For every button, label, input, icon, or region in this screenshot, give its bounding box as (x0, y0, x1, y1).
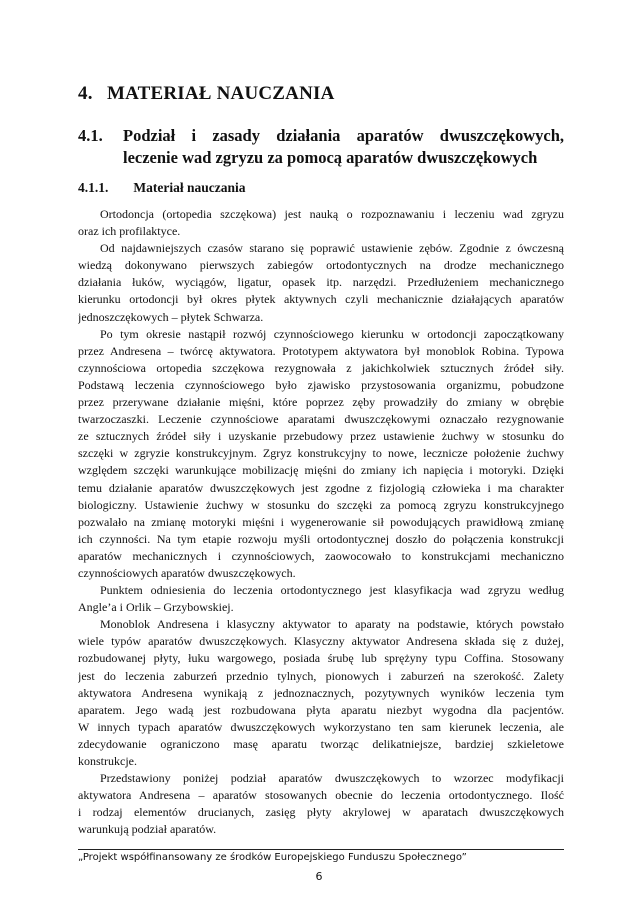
text-line: aktywatora Andresena – aparatów stosowanych obecnie do leczenia ortodontycznego. Ilość (78, 788, 564, 803)
text-line: czynnościowa ortopedia szczękowa rezygnowała z jakichkolwiek sztucznych źródeł siły. (78, 360, 564, 375)
text-line: ze sztucznych źródeł siły i uzyskanie przebudowy przez ustawienie żuchwy w stosunku do (78, 429, 564, 444)
chapter-number: 4. (78, 83, 93, 104)
subsection-number: 4.1.1. (78, 180, 109, 195)
chapter-heading (78, 83, 578, 105)
text-line: oraz ich profilaktyce. (78, 224, 181, 239)
text-line: i rodzaj elementów drucianych, zasięg płyty akrylowej w aparatach dwuszczękowych (78, 805, 564, 820)
text-line: czynnościowych aparatów dwuszczękowych. (78, 565, 296, 580)
text-line: twarzoczaszki. Leczenie czynnościowe aparatami dwuszczękowymi oznaczało rezygnowanie (78, 412, 564, 427)
page-number: 6 (315, 870, 323, 883)
text-line: jednoszczękowych – płytek Schwarza. (78, 309, 264, 324)
text-line: jest do leczenia zaburzeń przednio tylnych, pionowych i zaburzeń na szerokość. Zalety (78, 668, 564, 683)
text-line: Angle’a i Orlik – Grzybowskiej. (78, 600, 234, 615)
chapter-title: MATERIAŁ NAUCZANIA (106, 83, 335, 104)
text-line: ich czynności. Na tym etapie rozwoju myśli ortodontycznej doszło do połączenia konstrukcji (78, 531, 564, 546)
footer-text: „Projekt współfinansowany ze środków Europejskiego Funduszu Społecznego” (78, 852, 467, 863)
text-line: względem szczęki warunkujące mobilizację mięśni do zmiany ich napięcia i motoryki. Dzięki (78, 463, 564, 478)
text-line: aparatem. Jego wadą jest rozbudowana płyta aparatu niezbyt wygodna dla pacjentów. (78, 702, 564, 717)
text-line: szczęki w zgryzie konstrukcyjnym. Zgryz konstrukcyjny to nowe, lecznicze położenie żuchwy (78, 446, 564, 461)
subsection-title: Materiał nauczania (133, 180, 246, 195)
text-line: przez przerywane działanie mięśni, które poprzez zęby prowadziły do zmiany w obrębie (78, 395, 564, 410)
section-title (123, 125, 564, 169)
text-line: Punktem odniesienia do leczenia ortodontycznego jest klasyfikacja wad zgryzu według (100, 583, 564, 598)
text-line: temu działanie aparatów dwuszczękowych jest zgodne z fizjologią człowieka i ma charakter (78, 480, 564, 495)
text-line: Ortodoncja (ortopedia szczękowa) jest nauką o rozpoznawaniu i leczeniu wad zgryzu (100, 207, 564, 221)
text-line: Przedstawiony poniżej podział aparatów dwuszczękowych to wzorzec modyfikacji (100, 771, 564, 786)
text-line: Od najdawniejszych czasów starano się poprawić ustawienie zębów. Zgodnie z ówczesną (100, 241, 564, 256)
section-title-line: leczenie wad zgryzu za pomocą aparatów dwuszczękowych (123, 148, 538, 167)
text-line: aktywatora Andresena wynikają z jednoznacznych, pozytywnych wyników leczenia tym (78, 685, 564, 700)
text-line: Po tym okresie nastąpił rozwój czynnościowego kierunku w ortodoncji zapoczątkowany (100, 326, 564, 341)
footer-divider (78, 849, 564, 850)
text-line: działania łuków, wyciągów, ligatur, opasek itp. narzędzi. Przedłużeniem mechanicznego (78, 275, 564, 290)
text-line: biologiczny. Ustawienie żuchwy w stosunku do szczęki za pomocą zgryzu konstrukcyjnego (78, 497, 564, 512)
text-line: wiedzą dokonywano pierwszych zabiegów ortodontycznych na drodze mechanicznego (78, 258, 564, 273)
subsection-heading (78, 180, 245, 196)
text-line: przez Andresena – twórcę aktywatora. Prototypem aktywatora był monoblok Robina. Typowa (78, 343, 564, 358)
text-line: aparatów mechanicznych i czynnościowych, zaowocowało to konstrukcjami mechaniczno (78, 548, 564, 563)
text-line: kierunku ortodoncji był okres płytek aktywnych czyli mechanicznie działających aparatów (78, 292, 564, 307)
text-line: rozbudowanej płyty, łuku wargowego, posiada śrubę lub sprężyny typu Coffina. Stosowany (78, 651, 564, 666)
section-number: 4.1. (78, 126, 103, 145)
text-line: warunkują podział aparatów. (78, 822, 217, 837)
text-line: konstrukcje. (78, 754, 137, 768)
text-line: wiele typów aparatów dwuszczękowych. Klasyczny aktywator Andresena składa się z dużej, (78, 634, 564, 649)
text-line: pozwalało na zmianę motoryki mięśni i wygenerowanie sił powodujących prawidłową zmianę (78, 514, 564, 529)
text-line: W innych typach aparatów dwuszczękowych wykorzystano ten sam kierunek leczenia, ale (78, 719, 564, 734)
text-line: zdecydowanie ograniczono masę aparatu tworząc delikatniejsze, bardziej szkieletowe (78, 736, 564, 751)
section-title-line: Podział i zasady działania aparatów dwuszczękowych, (123, 126, 564, 145)
text-line: Podstawą leczenia czynnościowego było zjawisko przystosowania organizmu, pobudzone (78, 377, 564, 392)
body-text (78, 206, 564, 838)
text-line: Monoblok Andresena i klasyczny aktywator to aparaty na podstawie, których powstało (100, 617, 564, 632)
